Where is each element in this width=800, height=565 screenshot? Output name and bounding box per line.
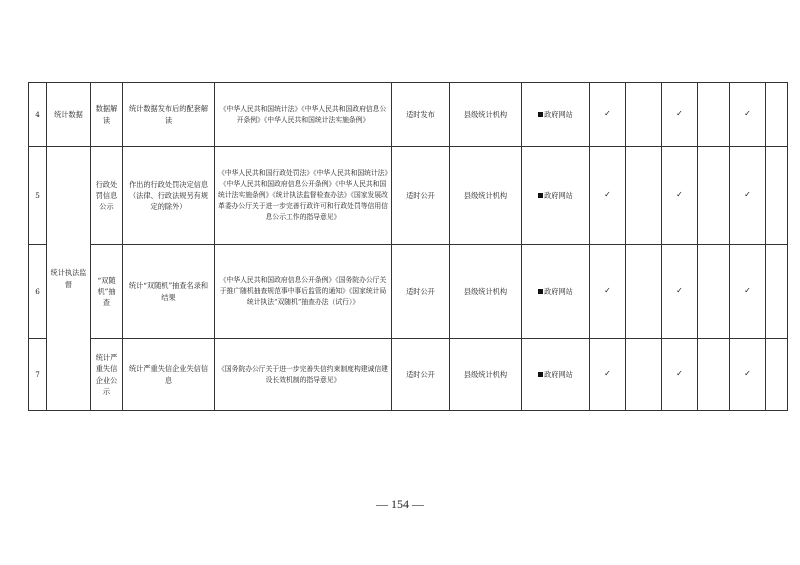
basis-cell: 《国务院办公厅关于进一步完善失信约束制度构建诚信建设长效机制的指导意见》 — [215, 339, 392, 411]
check-icon: ✓ — [744, 190, 751, 200]
check-icon: ✓ — [744, 109, 751, 119]
check-icon: ✓ — [744, 286, 751, 296]
scope-public-cell — [590, 83, 626, 147]
channel-cell — [522, 339, 590, 411]
check-icon: ✓ — [676, 286, 683, 296]
level-township-cell — [766, 147, 788, 245]
page-number: — 154 — — [376, 497, 424, 511]
basis-cell: 《中华人民共和国行政处罚法》《中华人民共和国统计法》《中华人民共和国政府信息公开条例》《中华人民共和国统计法实施条例》《统计执法监督检查办法》《国家发展改革委办公厅关于进一步完善行政许可和行政处罚等信用信息公示工作的指导意见》 — [215, 147, 392, 245]
channel-label: 政府网站 — [544, 190, 573, 200]
scope-public-cell — [590, 245, 626, 339]
row-number: 6 — [29, 245, 47, 339]
item-cell: 行政处罚信息公示 — [91, 147, 123, 245]
scope-specific-cell — [626, 147, 662, 245]
subject-cell: 县级统计机构 — [450, 339, 522, 411]
scope-public-cell — [590, 147, 626, 245]
basis-cell: 《中华人民共和国统计法》《中华人民共和国政府信息公开条例》《中华人民共和国统计法实施条例》 — [215, 83, 392, 147]
check-icon: ✓ — [676, 190, 683, 200]
category-cell: 统计数据 — [47, 83, 91, 147]
time-cell: 适时公开 — [392, 245, 450, 339]
check-icon: ✓ — [744, 369, 751, 379]
row-number: 5 — [29, 147, 47, 245]
table-row — [29, 339, 788, 411]
checkbox-square-icon — [538, 372, 543, 377]
mode-active-cell — [662, 339, 698, 411]
scope-specific-cell — [626, 245, 662, 339]
subject-cell: 县级统计机构 — [450, 83, 522, 147]
row-number: 4 — [29, 83, 47, 147]
level-county-cell — [730, 339, 766, 411]
content-cell: 统计数据发布后的配套解读 — [123, 83, 215, 147]
disclosure-table — [28, 82, 788, 411]
item-cell: 统计严重失信企业公示 — [91, 339, 123, 411]
check-icon: ✓ — [676, 369, 683, 379]
basis-cell: 《中华人民共和国政府信息公开条例》《国务院办公厅关于推广随机抽查规范事中事后监管的通知》《国家统计局统计执法“双随机”抽查办法（试行）》 — [215, 245, 392, 339]
time-cell: 适时公开 — [392, 147, 450, 245]
time-cell: 适时发布 — [392, 83, 450, 147]
check-icon: ✓ — [604, 190, 611, 200]
table-row — [29, 147, 788, 245]
check-icon: ✓ — [604, 369, 611, 379]
subject-cell: 县级统计机构 — [450, 147, 522, 245]
channel-label: 政府网站 — [544, 286, 573, 296]
mode-active-cell — [662, 147, 698, 245]
item-cell: “双随机”抽查 — [91, 245, 123, 339]
level-township-cell — [766, 339, 788, 411]
channel-label: 政府网站 — [544, 109, 573, 119]
mode-active-cell — [662, 245, 698, 339]
checkbox-square-icon — [538, 289, 543, 294]
channel-label: 政府网站 — [544, 369, 573, 379]
mode-request-cell — [698, 339, 730, 411]
level-township-cell — [766, 245, 788, 339]
content-cell: 作出的行政处罚决定信息（法律、行政法规另有规定的除外） — [123, 147, 215, 245]
scope-specific-cell — [626, 83, 662, 147]
table-row — [29, 245, 788, 339]
table-row — [29, 83, 788, 147]
item-cell: 数据解读 — [91, 83, 123, 147]
mode-request-cell — [698, 83, 730, 147]
level-county-cell — [730, 245, 766, 339]
channel-cell — [522, 83, 590, 147]
mode-request-cell — [698, 147, 730, 245]
content-cell: 统计“双随机”抽查名录和结果 — [123, 245, 215, 339]
channel-cell — [522, 147, 590, 245]
check-icon: ✓ — [604, 109, 611, 119]
level-county-cell — [730, 83, 766, 147]
mode-active-cell — [662, 83, 698, 147]
checkbox-square-icon — [538, 112, 543, 117]
row-number: 7 — [29, 339, 47, 411]
channel-cell — [522, 245, 590, 339]
category-cell: 统计执法监督 — [47, 147, 91, 411]
scope-public-cell — [590, 339, 626, 411]
level-township-cell — [766, 83, 788, 147]
level-county-cell — [730, 147, 766, 245]
check-icon: ✓ — [676, 109, 683, 119]
checkbox-square-icon — [538, 193, 543, 198]
time-cell: 适时公开 — [392, 339, 450, 411]
check-icon: ✓ — [604, 286, 611, 296]
mode-request-cell — [698, 245, 730, 339]
subject-cell: 县级统计机构 — [450, 245, 522, 339]
content-cell: 统计严重失信企业失信信息 — [123, 339, 215, 411]
scope-specific-cell — [626, 339, 662, 411]
